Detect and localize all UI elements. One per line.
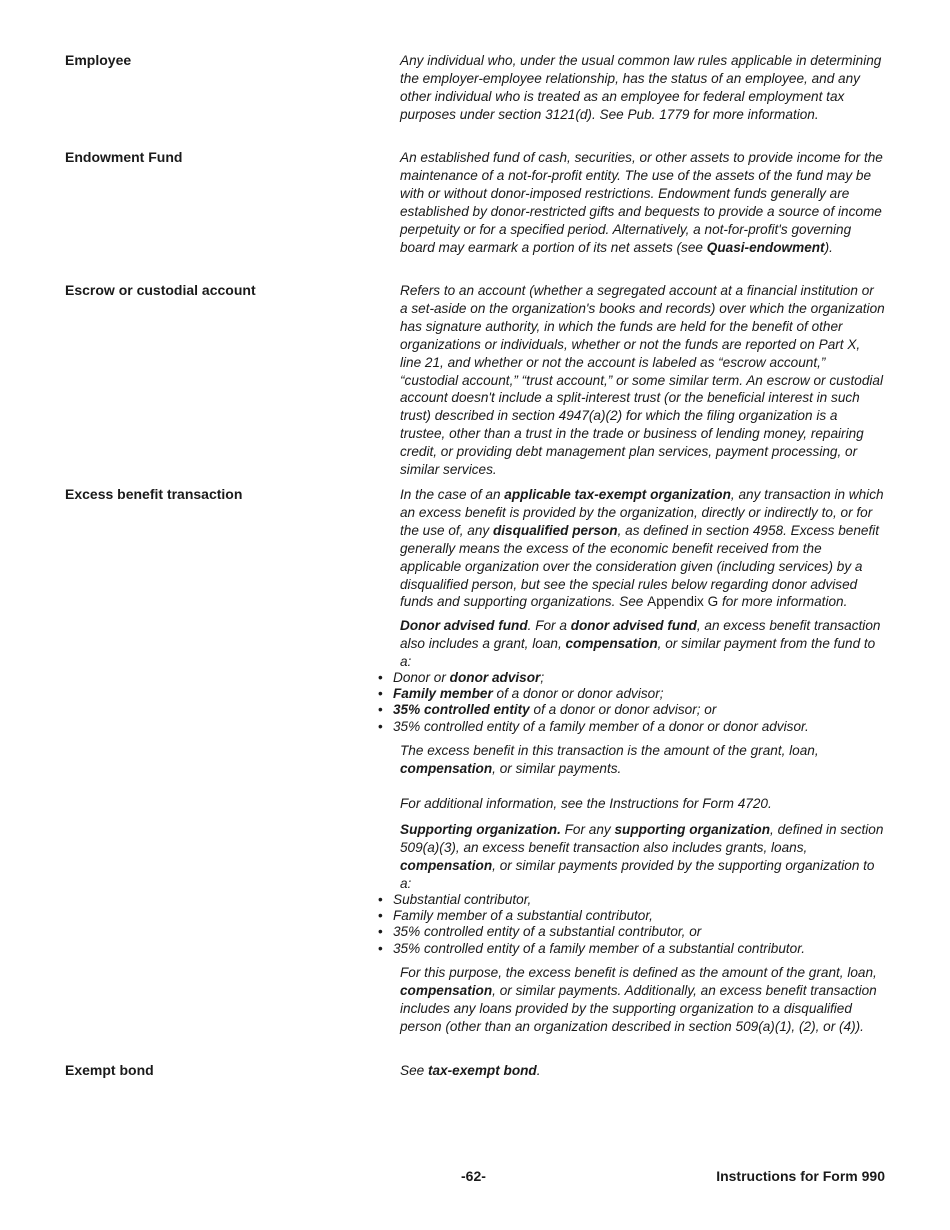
supporting-organization-paragraph [400, 821, 885, 893]
definition-text: Any individual who, under the usual common law rules applicable in determining the employer-employee relationship, has the status of an employee, and any other individual who is treated as an employee for federal employment tax purposes under section 3121(d). See Pub. 1779 for more information. [400, 53, 882, 122]
definition-text: See [400, 1063, 428, 1078]
cross-reference-tax-exempt-bond[interactable]: tax-exempt bond [427, 1063, 537, 1078]
term-employee: Employee [65, 52, 132, 68]
definition-text: In the case of an [400, 487, 505, 502]
page-number: -62- [461, 1168, 486, 1184]
definition-text: , any transaction in which an excess benefit is provided by the organization, directly or indirectly to, or for the use of, any [400, 487, 884, 538]
definition-text: . For a [527, 618, 571, 633]
bullet-icon: • [378, 686, 383, 702]
list-item-text: of a donor or donor advisor; or [529, 702, 717, 718]
list-item-text: Donor or [393, 670, 450, 685]
definition-excess-benefit-intro [400, 486, 885, 611]
definition-employee [400, 52, 885, 124]
list-item-text: 35% controlled entity of a family member of a donor or donor advisor. [393, 718, 809, 734]
cross-reference-quasi-endowment[interactable]: Quasi-endowment [706, 239, 825, 255]
cross-reference-donor-advised-fund[interactable]: donor advised fund [570, 618, 697, 633]
cross-reference-family-member[interactable]: Family member [393, 686, 493, 702]
contributor-bullet-list [378, 892, 888, 957]
list-item [378, 941, 888, 957]
definition-text: , or similar payments provided by the supporting organization to a: [400, 857, 875, 891]
bullet-icon: • [378, 702, 383, 718]
additional-info-paragraph [400, 795, 885, 813]
list-item-text: ; [540, 670, 545, 685]
definition-text: , defined in section 509(a)(3), an excess benefit transaction also includes grants, loans, [400, 822, 884, 855]
cross-reference-disqualified-person[interactable]: disqualified person [492, 522, 618, 538]
list-item [378, 908, 888, 924]
definition-text: , or similar payment from the fund to a: [400, 635, 876, 669]
definition-endowment-fund [400, 149, 885, 256]
term-escrow: Escrow or custodial account [65, 282, 256, 298]
list-item [378, 686, 888, 702]
definition-text: The excess benefit in this transaction is the amount of the grant, loan, [400, 743, 819, 758]
term-endowment-fund: Endowment Fund [65, 149, 183, 165]
cross-reference-compensation[interactable]: compensation [400, 857, 493, 873]
list-item [378, 892, 888, 908]
bullet-icon: • [378, 924, 383, 940]
list-item-text: 35% controlled entity of a family member of a substantial contributor. [393, 940, 806, 956]
definition-text: , or similar payments. [492, 760, 622, 776]
donor-bullet-list [378, 670, 888, 735]
definition-text: For this purpose, the excess benefit is defined as the amount of the grant, loan, [400, 965, 877, 980]
bullet-icon: • [378, 940, 383, 956]
subheading-donor-advised-fund: Donor advised fund [400, 618, 528, 633]
definition-text: Refers to an account (whether a segregated account at a financial institution or a set-aside on the organization's books and records) over which the organization has signature authority, in which the funds are held for the benefit of other organizations or individuals, whether or not the funds are reported on Part X, line 21, and whether or not the account is labeled as “escrow account,” “custodial account,” “trust account,” or some similar term. An escrow or custodial account doesn't include a split-interest trust (or the beneficial interest in such trust) described in section 4947(a)(2) for which the filing organization is a trustee, other than a trust in the trade or business of lending money, repairing credit, or providing debt management plan services, payment processing, or similar services. [400, 283, 885, 478]
list-item-text: 35% controlled entity of a substantial contributor, or [393, 924, 702, 940]
list-item-text: Substantial contributor, [393, 892, 532, 907]
appendix-g-link[interactable]: Appendix G [647, 594, 719, 610]
cross-reference-compensation[interactable]: compensation [565, 635, 658, 651]
definition-text: , an excess benefit transaction also includes a grant, loan, [400, 618, 881, 651]
definition-text: for more information. [718, 594, 848, 610]
list-item [378, 924, 888, 940]
definition-escrow [400, 282, 885, 479]
form-title: Instructions for Form 990 [716, 1168, 885, 1184]
term-excess-benefit: Excess benefit transaction [65, 486, 243, 502]
cross-reference-donor-advisor[interactable]: donor advisor [449, 670, 541, 685]
definition-text: ). [824, 239, 833, 255]
cross-reference-compensation[interactable]: compensation [400, 982, 493, 998]
list-item-text: of a donor or donor advisor; [492, 686, 664, 702]
list-item [378, 702, 888, 718]
donor-advised-fund-paragraph [400, 617, 885, 671]
definition-text: . [536, 1063, 541, 1078]
term-exempt-bond: Exempt bond [65, 1062, 154, 1078]
cross-reference-compensation[interactable]: compensation [400, 760, 493, 776]
bullet-icon: • [378, 670, 383, 685]
cross-reference-supporting-organization[interactable]: supporting organization [614, 822, 771, 837]
bullet-icon: • [378, 718, 383, 734]
excess-benefit-definition-paragraph [400, 964, 885, 1036]
definition-text: , as defined in section 4958. Excess benefit generally means the excess of the economic benefit received from the applicable organization over the consideration given (including services) by a disqualified person, but see the special rules below regarding donor advised funds and supporting organizations. See [400, 522, 880, 610]
bullet-icon: • [378, 908, 383, 924]
bullet-icon: • [378, 892, 383, 907]
definition-text: , or similar payments. Additionally, an excess benefit transaction includes any loans provided by the supporting organization to a disqualified person (other than an organization described in section 509(a)(1), (2), or (4)). [400, 982, 877, 1034]
list-item [378, 670, 888, 686]
definition-exempt-bond [400, 1062, 885, 1080]
definition-text: An established fund of cash, securities, or other assets to provide income for the maintenance of a not-for-profit entity. The use of the assets of the fund may be with or without donor-imposed restrictions. Endowment funds generally are established by donor-restricted gifts and bequests to provide a source of income perpetuity or for a specified period. Alternatively, a not-for-profit's governing board may earmark a portion of its net assets (see [400, 150, 883, 255]
list-item-text: Family member of a substantial contributor, [393, 908, 653, 924]
cross-reference-controlled-entity[interactable]: 35% controlled entity [393, 702, 530, 718]
definition-text: For any [560, 822, 615, 837]
definition-text: For additional information, see the Instructions for Form 4720. [400, 796, 772, 811]
excess-benefit-amount-paragraph [400, 742, 885, 778]
list-item [378, 719, 888, 735]
subheading-supporting-organization: Supporting organization. [400, 822, 561, 837]
cross-reference-applicable-org[interactable]: applicable tax-exempt organization [504, 487, 731, 502]
